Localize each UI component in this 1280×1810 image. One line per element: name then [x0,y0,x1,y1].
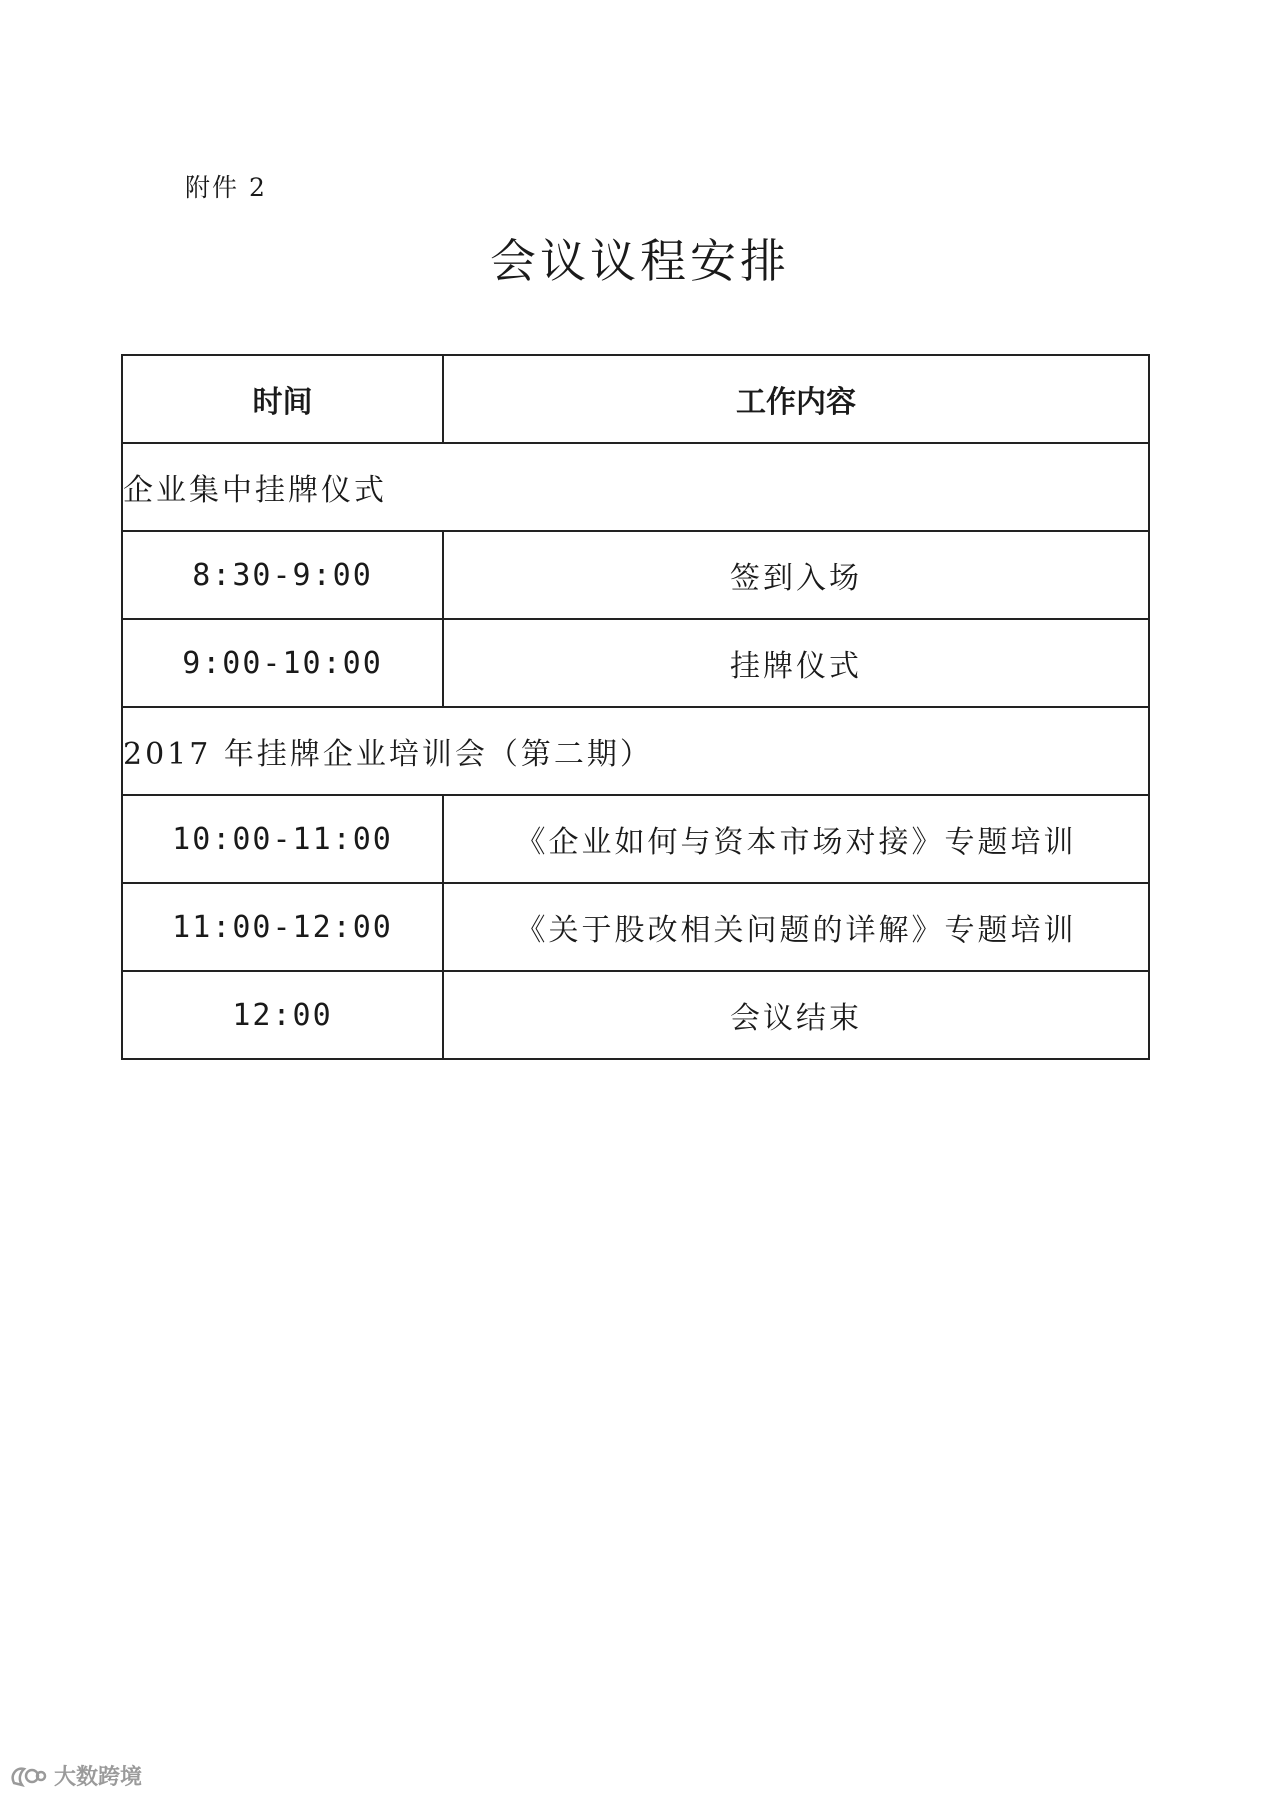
time-cell: 8:30-9:00 [122,531,443,619]
watermark [8,1760,142,1791]
table-row [122,883,1149,971]
table-row [122,971,1149,1059]
task-cell: 《企业如何与资本市场对接》专题培训 [443,795,1149,883]
table-row [122,795,1149,883]
task-cell: 会议结束 [443,971,1149,1059]
time-cell: 12:00 [122,971,443,1059]
document-title: 会议议程安排 [490,234,790,288]
brand-logo-icon [8,1761,48,1791]
task-cell: 签到入场 [443,531,1149,619]
watermark-text: 大数跨境 [54,1765,143,1790]
section-title: 企业集中挂牌仪式 [122,443,1149,531]
header-content: 工作内容 [443,355,1149,443]
table-row [122,531,1149,619]
agenda-table [121,354,1150,1060]
section-title: 2017 年挂牌企业培训会（第二期） [122,707,1149,795]
time-cell: 9:00-10:00 [122,619,443,707]
time-cell: 10:00-11:00 [122,795,443,883]
section-row [122,707,1149,795]
table-header-row [122,355,1149,443]
header-time: 时间 [122,355,443,443]
section-row [122,443,1149,531]
task-cell: 《关于股改相关问题的详解》专题培训 [443,883,1149,971]
time-cell: 11:00-12:00 [122,883,443,971]
table-row [122,619,1149,707]
attachment-label: 附件 2 [185,173,267,202]
task-cell: 挂牌仪式 [443,619,1149,707]
